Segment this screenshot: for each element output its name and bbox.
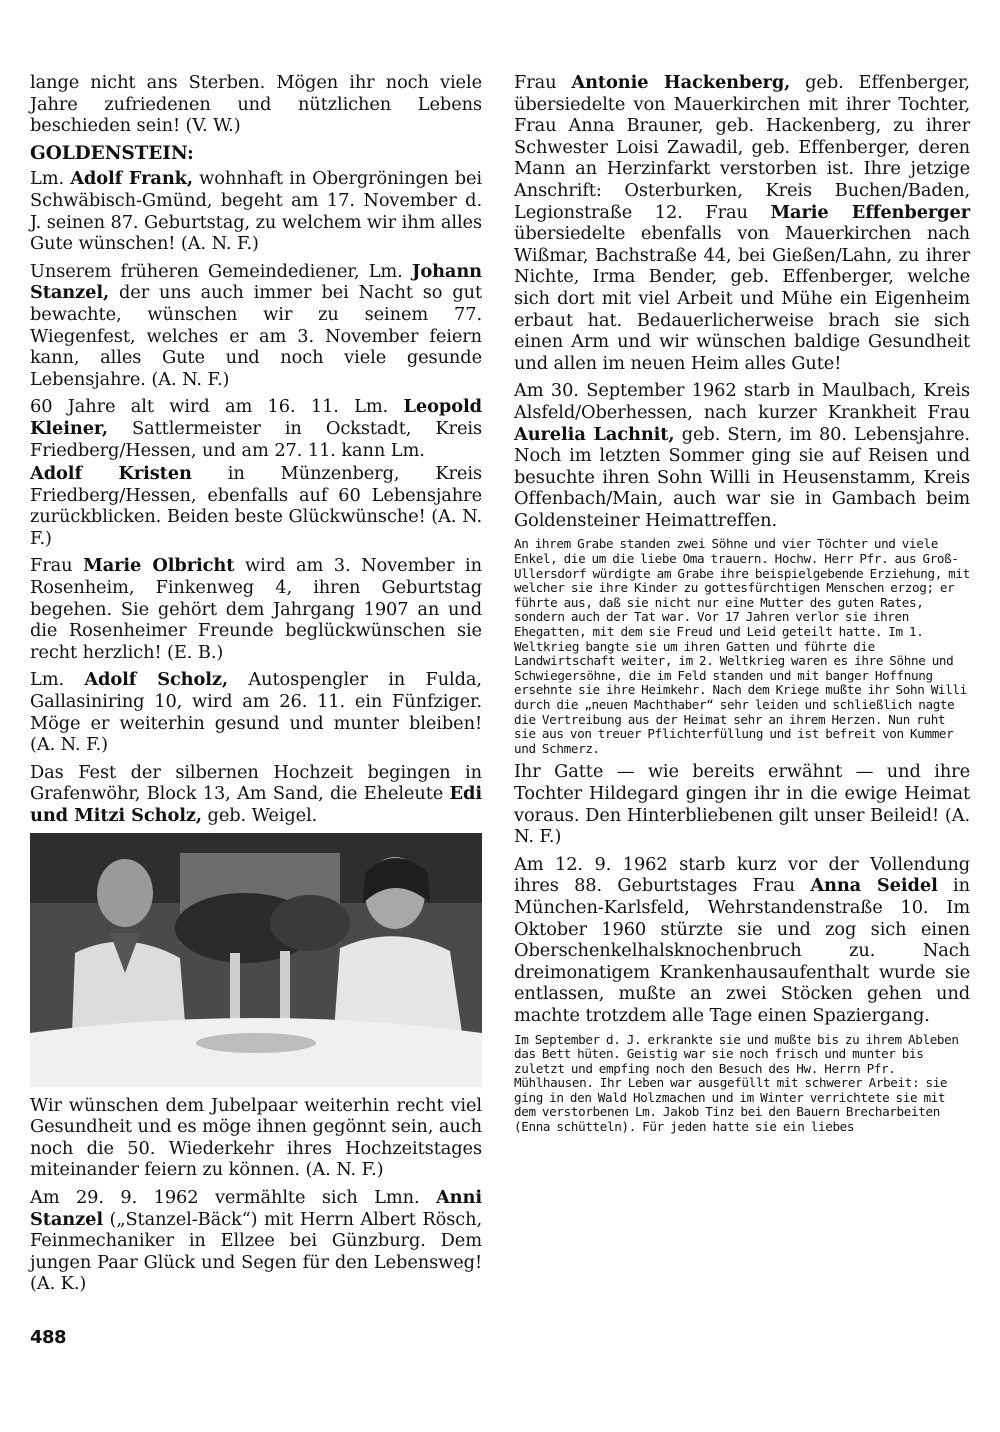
person-name: Adolf Scholz, — [84, 669, 229, 691]
paragraph-wishes-couple: Wir wünschen dem Jubelpaar weiterhin recht viel Gesundheit und es möge ihnen gegönnt sein, auch noch die 50. Wiederkehr ihres Hochzeitstages miteinander feiern zu können. (A. N. F.) — [30, 1094, 482, 1181]
paragraph-condolences: Ihr Gatte — wie bereits erwähnt — und ihre Tochter Hildegard gingen ihr in die ewige Heimat voraus. Den Hinterbliebenen gilt unser Beileid! (A. N. F.) — [514, 761, 970, 848]
photo-illustration — [30, 833, 482, 1087]
person-name: Johann Stanzel, — [30, 260, 482, 304]
paragraph-anna-seidel: Am 12. 9. 1962 starb kurz vor der Vollendung ihres 88. Geburtstages Frau Anna Seidel in München-Karlsfeld, Wehrstandenstraße 10. Im Oktober 1960 stürzte sie und zog sich einen Oberschenkelhalsknochenbruch zu. Nach dreimonatigem Krankenhausaufenthalt wurde sie entlassen, mußte an zwei Stöcken gehen und machte trotzdem alle Tage einen Spaziergang. — [514, 853, 970, 1026]
paragraph-leopold-kleiner: 60 Jahre alt wird am 16. 11. Lm. Leopold Kleiner, Sattlermeister in Ockstadt, Kreis Friedberg/Hessen, und am 27. 11. kann Lm. — [30, 396, 482, 461]
paragraph-adolf-kristen: Adolf Kristen in Münzenberg, Kreis Friedberg/Hessen, ebenfalls auf 60 Lebensjahre zurückblicken. Beiden beste Glückwünsche! (A. N. F.) — [30, 463, 482, 549]
person-name: Marie Effenberger — [770, 201, 970, 223]
person-name: Edi und Mitzi Scholz, — [30, 783, 482, 826]
paragraph-adolf-scholz: Lm. Adolf Scholz, Autospengler in Fulda, Gallasiniring 10, wird am 26. 11. ein Fünfziger. Möge er weiterhin gesund und munter bleiben! (A. N. F.) — [30, 669, 482, 756]
person-name: Antonie Hackenberg, — [571, 72, 791, 93]
person-name: Adolf Kristen — [30, 463, 192, 485]
person-name: Anni Stanzel — [30, 1186, 482, 1230]
person-name: Marie Olbricht — [83, 555, 235, 577]
paragraph-anni-stanzel: Am 29. 9. 1962 vermählte sich Lmn. Anni Stanzel („Stanzel-Bäck“) mit Herrn Albert Rösch, Feinmechaniker in Ellzee bei Günzburg. Dem jungen Paar Glück und Segen für den Lebensweg! (A. K.) — [30, 1186, 482, 1295]
paragraph-marie-olbricht: Frau Marie Olbricht wird am 3. November in Rosenheim, Finkenweg 4, ihren Geburtstag begehen. Sie gehört dem Jahrgang 1907 an und die Rosenheimer Freunde beglückwünschen sie recht herzlich! (E. B.) — [30, 555, 483, 663]
person-name: Anna Seidel — [810, 875, 938, 897]
small-print-obituary-lachnit: An ihrem Grabe standen zwei Söhne und vier Töchter und viele Enkel, die um die liebe Oma trauern. Hochw. Herr Pfr. aus Groß-Ullersdorf würdigte am Grabe ihre beispielgebende Erziehung, mit welcher sie ihre Kinder zu gottesfürchtigen Menschen erzog; er führte aus, daß sie nicht nur eine Mutter des guten Rates, sondern auch der Tat war. Vor 17 Jahren verlor sie ihren Ehegatten, mit dem sie Freud und Leid geteilt hatte. Im 1. Weltkrieg bangte sie um ihren Gatten und führte die Landwirtschaft weiter, im 2. Weltkrieg waren es ihre Söhne und Schwiegersöhne, die im Feld standen und mit banger Hoffnung ersehnte sie ihre Heimkehr. Nach dem Kriege mußte ihr Sohn Willi durch die „neuen Machthaber“ sehr leiden und schließlich nagte die Vertreibung aus der Heimat sehr an ihrem Herzen. Nun ruht sie aus von treuer Pflichterfüllung und ist befreit von Kummer und Schmerz. — [514, 536, 970, 756]
paragraph-aurelia-lachnit: Am 30. September 1962 starb in Maulbach, Kreis Alsfeld/Oberhessen, nach kurzer Krankheit Frau Aurelia Lachnit, geb. Stern, im 80. Lebensjahre. Noch im letzten Sommer ging sie auf Reisen und besuchte ihren Sohn Willi in Heusenstamm, Kreis Offenbach/Main, auch war sie in Gambach beim Goldensteiner Heimattreffen. — [514, 380, 970, 531]
wedding-couple-photo — [30, 833, 482, 1087]
paragraph-johann-stanzel: Unserem früheren Gemeindediener, Lm. Johann Stanzel, der uns auch immer bei Nacht so gut bewachte, wünschen wir zu seinem 77. Wiegenfest, welches er am 3. November feiern kann, alles Gute und noch viele gesunde Lebensjahre. (A. N. F.) — [30, 260, 482, 390]
person-name: Aurelia Lachnit, — [514, 423, 675, 445]
small-print-obituary-seidel: Im September d. J. erkrankte sie und mußte bis zu ihrem Ableben das Bett hüten. Geistig war sie noch frisch und munter bis zuletzt und empfing noch den Besuch des Hw. Herrn Pfr. Mühlhausen. Ihr Leben war ausgefüllt mit schwerer Arbeit: sie ging in den Wald Holzmachen und im Winter verrichtete sie mit dem verstorbenen Lm. Jakob Tinz bei den Bauern Brecharbeiten (Enna schütteln). Für jeden hatte sie ein liebes — [514, 1031, 959, 1135]
page-number: 488 — [30, 1327, 67, 1348]
right-column — [514, 72, 970, 1140]
person-name: Leopold Kleiner, — [30, 396, 482, 439]
paragraph-hackenberg-effenberger: Frau Antonie Hackenberg, geb. Effenberger, übersiedelte von Mauerkirchen mit ihrer Tochter, Frau Anna Brauner, geb. Hackenberg, zu ihrer Schwester Loisi Zawadil, geb. Effenberger, deren Mann an Herzinfarkt verstorben ist. Ihre jetzige Anschrift: Osterburken, Kreis Buchen/Baden, Legionstraße 12. Frau Marie Effenberger übersiedelte ebenfalls von Mauerkirchen nach Wißmar, Bachstraße 44, bei Gießen/Lahn, zu ihrer Nichte, Irma Bender, geb. Effenberger, welche sich dort mit viel Arbeit und Mühe ein Eigenheim erbaut hat. Bedauerlicherweise brach sie sich einen Arm und wir wünschen baldige Gesundheit und allen im neuen Heim alles Gute! — [514, 72, 970, 374]
paragraph-silver-wedding: Das Fest der silbernen Hochzeit begingen in Grafenwöhr, Block 13, Am Sand, die Eheleute Edi und Mitzi Scholz, geb. Weigel. — [30, 761, 482, 826]
paragraph-adolf-frank: Lm. Adolf Frank, wohnhaft in Obergröningen bei Schwäbisch-Gmünd, begeht am 17. November d. J. seinen 87. Geburtstag, zu welchem wir ihm alles Gute wünschen! (A. N. F.) — [30, 168, 482, 255]
paragraph-closing: lange nicht ans Sterben. Mögen ihr noch viele Jahre zufriedenen und nützlichen Lebens beschieden sein! (V. W.) — [30, 72, 482, 137]
person-name: Adolf Frank, — [70, 168, 193, 190]
section-heading-goldenstein: GOLDENSTEIN: — [30, 142, 194, 164]
left-column — [30, 72, 482, 1301]
